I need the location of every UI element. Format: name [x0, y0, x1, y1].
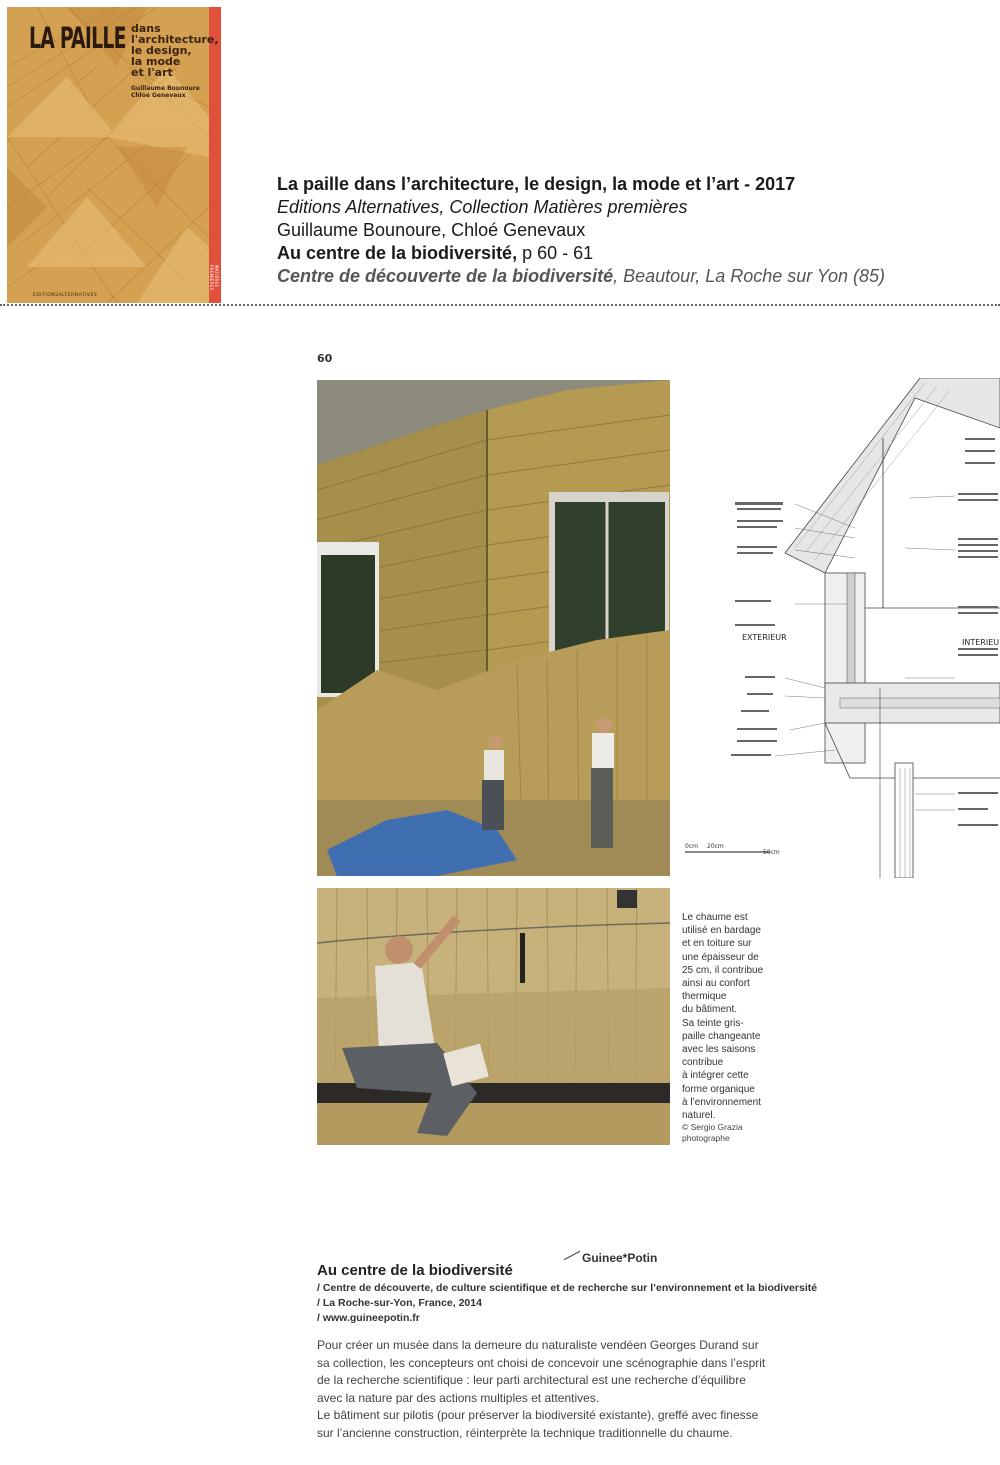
body-line: sur l’ancienne construction, réinterprète la technique traditionnelle du chaume.: [317, 1425, 733, 1440]
project-name: Centre de découverte de la biodiversité: [277, 266, 614, 286]
cover-subtitle-line: et l'art: [131, 66, 173, 79]
meta-line: / La Roche-sur-Yon, France, 2014: [317, 1297, 482, 1309]
cover-author: Chloé Genevaux: [131, 92, 186, 99]
meta-line: / Centre de découverte, de culture scientifique et de recherche sur l’environnement et la biodiversité: [317, 1282, 818, 1294]
title-slash: [564, 1251, 580, 1260]
caption-line: contribue: [682, 1057, 724, 1069]
body-line: avec la nature par des actions multiples et attentives.: [317, 1390, 600, 1405]
caption-line: une épaisseur de: [682, 951, 759, 963]
cover-subtitle-line: l'architecture,: [131, 33, 219, 46]
architect-firm: Guinee*Potin: [582, 1251, 658, 1265]
book-section: [277, 242, 885, 265]
body-line: de la recherche scientifique : leur parti architectural est une recherche d’équilibre: [317, 1373, 746, 1387]
caption-line: avec les saisons: [682, 1044, 756, 1056]
book-publisher: Editions Alternatives, Collection Matières premières: [277, 197, 688, 217]
photo-credit: © Sergio Grazia: [682, 1122, 743, 1133]
caption-line: paille changeante: [682, 1030, 761, 1042]
cover-author: Guillaume Bounoure: [131, 85, 200, 92]
drawing-label-interieur: INTERIEU: [962, 638, 1000, 647]
cover-subtitle-line: le design,: [131, 44, 192, 57]
book-cover: [7, 7, 221, 303]
caption-line: à intégrer cette: [682, 1070, 749, 1082]
book-project: [277, 265, 885, 288]
caption-line: à l’environnement: [682, 1096, 761, 1108]
cover-authors: [131, 85, 200, 99]
book-title: La paille dans l’architecture, le design, la mode et l’art - 2017: [277, 174, 796, 194]
caption-line: Sa teinte gris-: [682, 1017, 744, 1029]
scale-label: 50cm: [763, 849, 780, 856]
article-title: Au centre de la biodiversité: [317, 1262, 513, 1279]
caption-line: Le chaume est: [682, 912, 748, 923]
scale-label: 0cm: [685, 843, 698, 850]
cover-title: LA PAILLE: [29, 21, 126, 55]
body-line: Pour créer un musée dans la demeure du naturaliste vendéen Georges Durand sur: [317, 1338, 759, 1352]
body-line: Le bâtiment sur pilotis (pour préserver la biodiversité existante), greffé avec finesse: [317, 1408, 759, 1422]
article-body: [317, 1337, 857, 1442]
page-number: 60: [317, 352, 333, 365]
dotted-divider: [0, 304, 1000, 306]
photo-credit: photographe: [682, 1133, 730, 1144]
caption-line: forme organique: [682, 1083, 755, 1095]
photo-building-thatching: [317, 380, 670, 876]
cover-publisher: ÉDITIONSALTERNATIVES: [33, 293, 98, 298]
photo-worker-kneeling: [317, 888, 670, 1145]
caption-line: thermique: [682, 991, 727, 1003]
article-meta: [317, 1281, 817, 1326]
cover-subtitle: [131, 22, 219, 79]
technical-section-drawing: [675, 378, 1000, 878]
caption-line: 25 cm, il contribue: [682, 964, 764, 976]
meta-line: / www.guineepotin.fr: [317, 1312, 420, 1324]
caption-line: du bâtiment.: [682, 1004, 738, 1016]
book-info: [277, 173, 885, 288]
caption-line: naturel.: [682, 1110, 716, 1122]
cover-subtitle-line: la mode: [131, 55, 181, 68]
section-title: Au centre de la biodiversité,: [277, 243, 518, 263]
project-location: , Beautour, La Roche sur Yon (85): [613, 266, 885, 286]
body-line: sa collection, les concepteurs ont choisi de concevoir une scénographie dans l’esprit: [317, 1355, 766, 1370]
caption-line: et en toiture sur: [682, 938, 752, 950]
drawing-label-exterieur: EXTERIEUR: [742, 633, 787, 642]
scale-label: 20cm: [707, 843, 724, 850]
cover-subtitle-line: dans: [131, 22, 161, 35]
caption-line: utilisé en bardage: [682, 925, 761, 937]
book-authors: Guillaume Bounoure, Chloé Genevaux: [277, 220, 586, 240]
photo-caption: [682, 911, 792, 1144]
caption-line: ainsi au confort: [682, 978, 750, 990]
spine-text: MATIÈRES PREMIÈRES: [209, 265, 219, 291]
section-pages: p 60 - 61: [522, 243, 594, 263]
